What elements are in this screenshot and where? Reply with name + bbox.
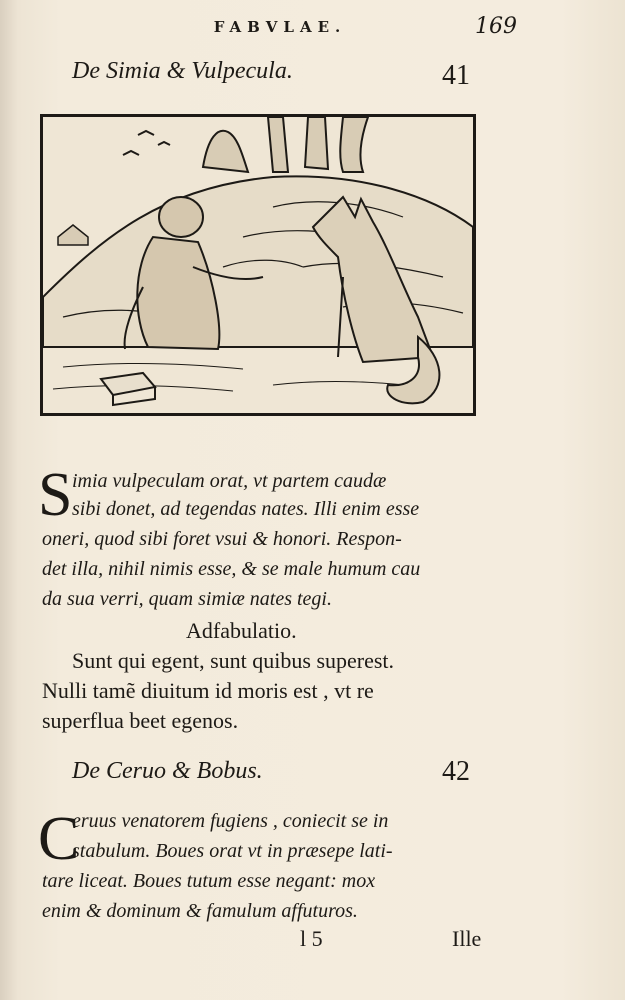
fable-41-line-4: det illa, nihil nimis esse, & se male humum cau — [42, 558, 421, 580]
fable-41-dropcap: S — [38, 461, 73, 529]
fable-41-line-5: da sua verri, quam simiæ nates tegi. — [42, 588, 332, 610]
fable-42-dropcap: C — [38, 805, 80, 873]
fable-41-title: De Simia & Vulpecula. — [72, 58, 293, 84]
fable-42-line-3: tare liceat. Boues tutum esse negant: mox — [42, 870, 376, 892]
fable-42-number: 42 — [442, 756, 470, 787]
fable-42-line-2: stabulum. Boues orat vt in præsepe lati- — [72, 840, 393, 862]
fable-42-title: De Ceruo & Bobus. — [72, 758, 263, 784]
fable-42-line-1: eruus venatorem fugiens , coniecit se in — [72, 810, 389, 832]
moral-line-3: superflua beet egenos. — [42, 708, 239, 733]
fable-41-line-3: oneri, quod sibi foret vsui & honori. Respon- — [42, 528, 402, 550]
fable-42-line-4: enim & dominum & famulum affuturos. — [42, 900, 358, 922]
monkey-and-fox-woodcut — [43, 117, 473, 413]
fable-41-line-1: imia vulpeculam orat, vt partem caudæ — [72, 470, 387, 492]
moral-heading: Adfabulatio. — [186, 618, 297, 643]
running-head: FABVLAE. — [213, 18, 347, 36]
page-number: 169 — [475, 14, 517, 39]
moral-line-1: Sunt qui egent, sunt quibus superest. — [72, 648, 395, 673]
signature-mark: l 5 — [300, 926, 323, 951]
moral-line-2: Nulli tamẽ diuitum id moris est , vt re — [42, 678, 374, 703]
woodcut-illustration — [40, 114, 476, 416]
fable-41-line-2: sibi donet, ad tegendas nates. Illi enim esse — [72, 498, 420, 520]
fable-41-number: 41 — [442, 60, 470, 91]
catchword: Ille — [452, 926, 482, 951]
